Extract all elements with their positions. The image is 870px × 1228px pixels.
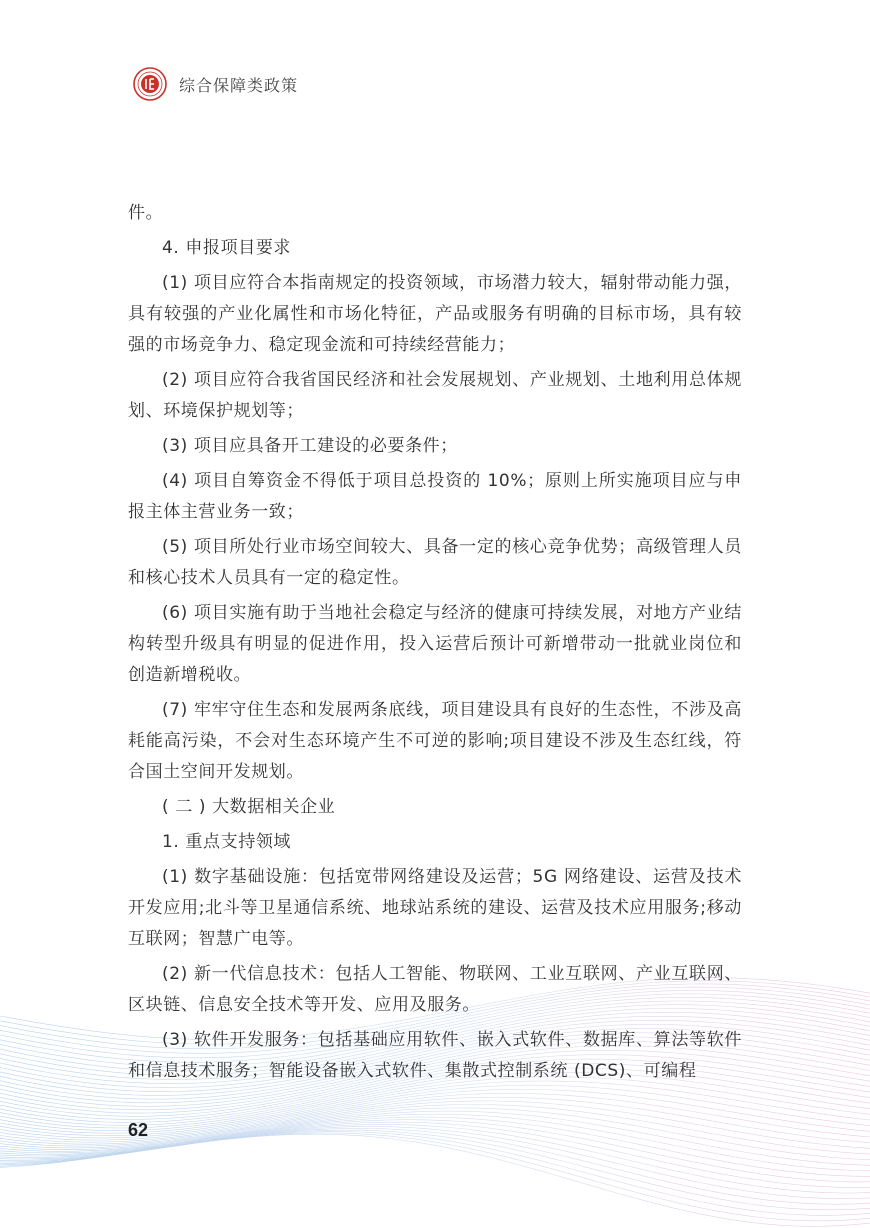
paragraph: (1) 数字基础设施：包括宽带网络建设及运营；5G 网络建设、运营及技术开发应用;北斗等卫星通信系统、地球站系统的建设、运营及技术应用服务;移动互联网；智慧广电等。 — [128, 867, 742, 949]
section-heading: ( 二 ) 大数据相关企业 — [162, 797, 336, 817]
page-header — [133, 66, 298, 102]
subsection-heading: 1. 重点支持领域 — [162, 832, 292, 852]
seal-logo-icon — [133, 67, 167, 101]
paragraph: (1) 项目应符合本指南规定的投资领域，市场潜力较大，辐射带动能力强，具有较强的产业化属性和市场化特征，产品或服务有明确的目标市场，具有较强的市场竞争力、稳定现金流和可持续经营能力； — [128, 273, 742, 355]
paragraph: 件。 — [128, 203, 164, 223]
section-title: 综合保障类政策 — [179, 75, 299, 95]
paragraph: (4) 项目自筹资金不得低于项目总投资的 10%；原则上所实施项目应与申报主体主营业务一致； — [128, 471, 742, 522]
body-text — [128, 198, 742, 1087]
paragraph: (3) 软件开发服务：包括基础应用软件、嵌入式软件、数据库、算法等软件和信息技术服务；智能设备嵌入式软件、集散式控制系统 (DCS)、可编程 — [128, 1030, 742, 1081]
paragraph: (6) 项目实施有助于当地社会稳定与经济的健康可持续发展，对地方产业结构转型升级具有明显的促进作用，投入运营后预计可新增带动一批就业岗位和创造新增税收。 — [128, 603, 742, 685]
subsection-heading: 4. 申报项目要求 — [162, 238, 292, 258]
paragraph: (5) 项目所处行业市场空间较大、具备一定的核心竞争优势；高级管理人员和核心技术人员具有一定的稳定性。 — [128, 537, 742, 588]
paragraph: (2) 新一代信息技术：包括人工智能、物联网、工业互联网、产业互联网、区块链、信息安全技术等开发、应用及服务。 — [128, 964, 742, 1015]
paragraph: (2) 项目应符合我省国民经济和社会发展规划、产业规划、土地利用总体规划、环境保护规划等； — [128, 370, 742, 421]
paragraph: (7) 牢牢守住生态和发展两条底线，项目建设具有良好的生态性，不涉及高耗能高污染，不会对生态环境产生不可逆的影响;项目建设不涉及生态红线，符合国土空间开发规划。 — [128, 700, 742, 782]
page-number: 62 — [128, 1120, 149, 1140]
paragraph: (3) 项目应具备开工建设的必要条件； — [162, 436, 458, 456]
